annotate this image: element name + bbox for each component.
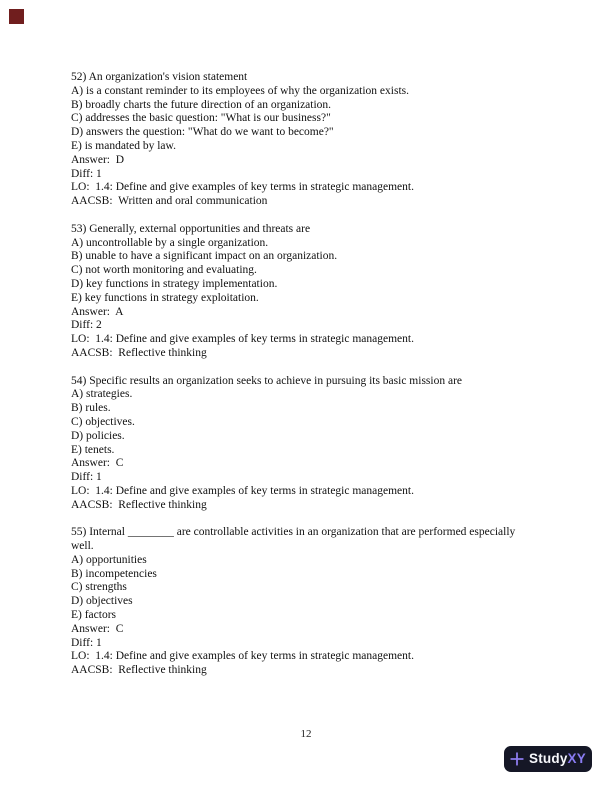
text-line: Answer: C [71, 622, 124, 635]
text-line: B) incompetencies [71, 567, 157, 580]
text-line: C) addresses the basic question: "What is our business?" [71, 112, 331, 125]
text-line: well. [71, 540, 94, 553]
text-line: AACSB: Reflective thinking [71, 664, 207, 677]
text-line: AACSB: Reflective thinking [71, 498, 207, 511]
logo-text [529, 752, 586, 766]
page-number: 12 [300, 728, 312, 740]
text-line: A) is a constant reminder to its employees of why the organization exists. [71, 84, 410, 97]
text-line: B) broadly charts the future direction of an organization. [71, 98, 332, 111]
text-line: E) tenets. [71, 443, 115, 456]
text-line: LO: 1.4: Define and give examples of key terms in strategic management. [71, 650, 414, 663]
text-line: E) factors [71, 609, 117, 622]
question-block-53 [71, 223, 592, 361]
question-block-55 [71, 526, 592, 678]
text-line: A) strategies. [71, 388, 133, 401]
text-line: Diff: 1 [71, 471, 102, 484]
text-line: Answer: A [71, 305, 124, 318]
question-block-54 [71, 375, 592, 513]
text-line: 52) An organization's vision statement [71, 71, 248, 83]
text-line: Answer: D [71, 153, 125, 166]
text-line: Diff: 2 [71, 319, 102, 332]
studyxy-logo-badge [504, 746, 592, 772]
text-line: Diff: 1 [71, 167, 102, 180]
text-line: 54) Specific results an organization seeks to achieve in pursuing its basic mission are [71, 374, 463, 387]
text-line: E) is mandated by law. [71, 139, 176, 152]
text-line: LO: 1.4: Define and give examples of key terms in strategic management. [71, 333, 414, 346]
text-line: B) unable to have a significant impact on an organization. [71, 250, 338, 263]
text-line: LO: 1.4: Define and give examples of key terms in strategic management. [71, 181, 414, 194]
text-line: D) policies. [71, 429, 125, 442]
text-line: E) key functions in strategy exploitation. [71, 291, 259, 304]
text-line: A) opportunities [71, 553, 147, 566]
text-line: D) objectives [71, 595, 133, 608]
text-line: Answer: C [71, 457, 124, 470]
text-line: D) key functions in strategy implementation. [71, 277, 278, 290]
text-line: A) uncontrollable by a single organization. [71, 236, 269, 249]
text-line: 55) Internal ________ are controllable activities in an organization that are performed especially [71, 526, 516, 539]
text-line: C) not worth monitoring and evaluating. [71, 264, 257, 277]
text-line: AACSB: Reflective thinking [71, 346, 207, 359]
text-line: 53) Generally, external opportunities and threats are [71, 222, 311, 235]
plus-icon [510, 752, 524, 766]
question-block-52 [71, 71, 592, 209]
text-line: D) answers the question: "What do we want to become?" [71, 126, 334, 139]
logo-text-accent: XY [567, 751, 586, 767]
text-line: Diff: 1 [71, 636, 102, 649]
text-line: B) rules. [71, 402, 111, 415]
logo-text-primary: Study [529, 751, 568, 767]
page-content [71, 71, 592, 692]
text-line: C) objectives. [71, 415, 135, 428]
text-line: LO: 1.4: Define and give examples of key terms in strategic management. [71, 484, 414, 497]
corner-marker-square [9, 9, 24, 24]
text-line: C) strengths [71, 581, 127, 594]
text-line: AACSB: Written and oral communication [71, 195, 268, 208]
